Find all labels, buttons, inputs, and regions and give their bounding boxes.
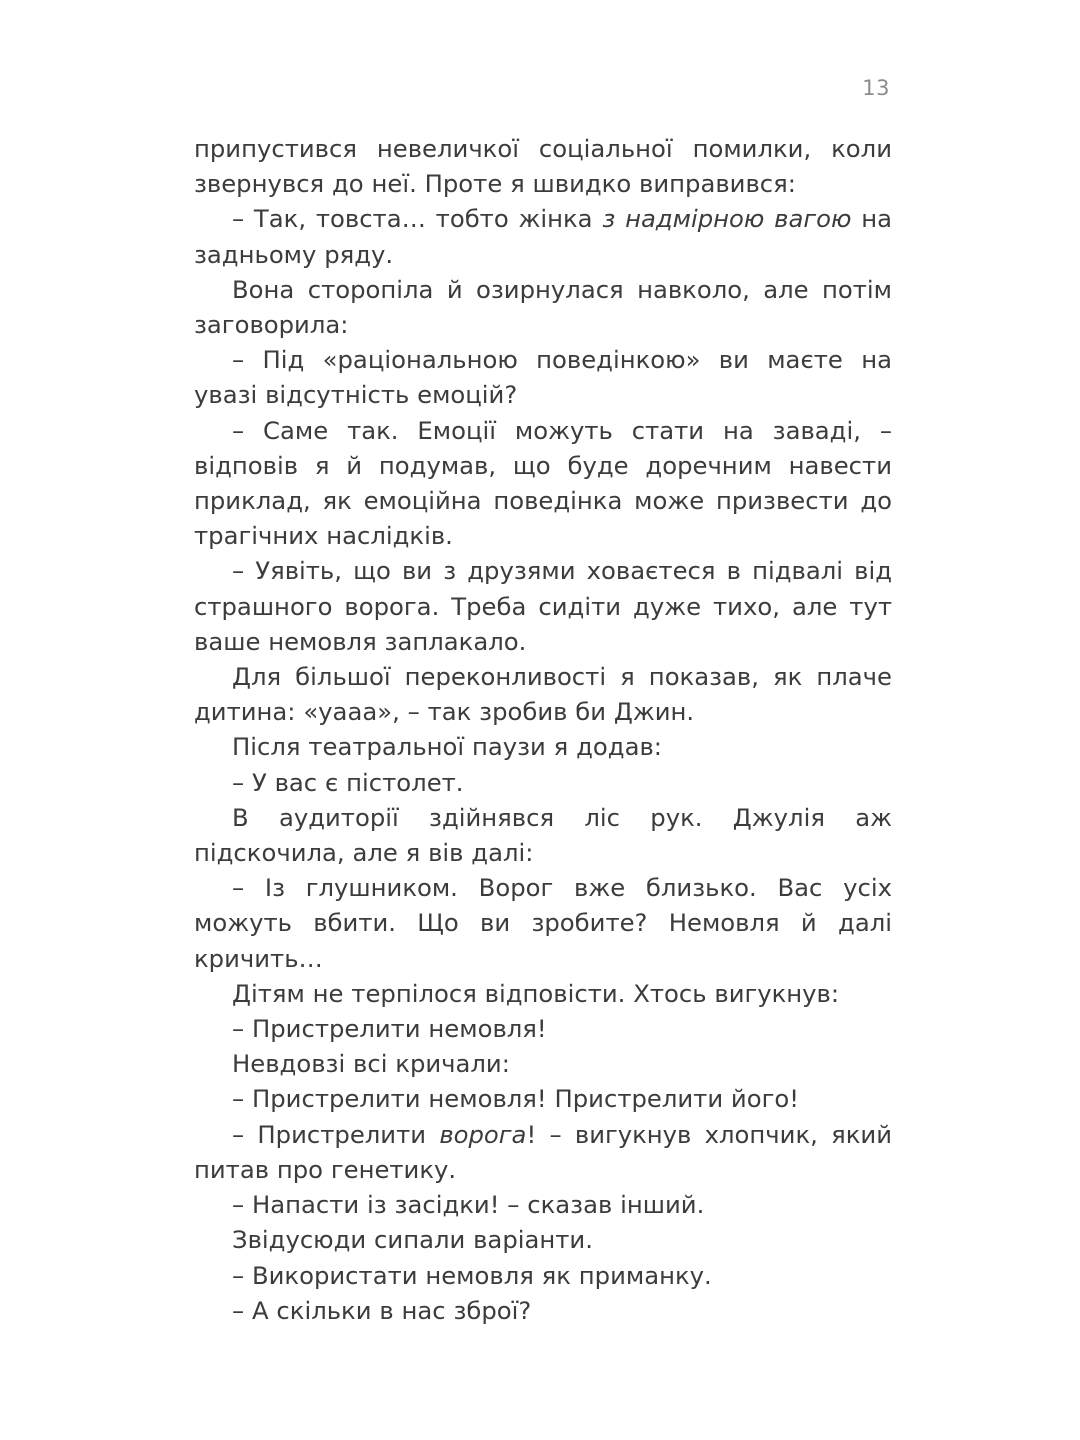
page-number: 13 [862,76,890,100]
paragraph [194,729,892,764]
text-run: – Пристрелити [232,1119,440,1149]
text-run: – Пристрелити немовля! [232,1014,547,1044]
text-run: Після театральної паузи я додав: [232,732,662,762]
text-run: – У вас є пістолет. [232,767,464,797]
paragraph [194,553,892,659]
text-run: – Використати немовля як приманку. [232,1260,712,1290]
text-run: – Уявіть, що ви з друзями ховаєтеся в підвалі від страшного ворога. Треба сидіти дуже тихо, але тут ваше немовля заплакало. [194,556,892,656]
paragraph [194,413,892,554]
paragraph [194,1222,892,1257]
paragraph [194,1117,892,1187]
text-run: припустився невеличкої соціальної помилки, коли звернувся до неї. Проте я швидко виправився: [194,134,892,199]
text-run: Звідусюди сипали варіанти. [232,1225,593,1255]
text-run: – Саме так. Емоції можуть стати на заваді, – відповів я й подумав, що буде доречним навести приклад, як емоційна поведінка може призвести до трагічних наслідків. [194,415,892,551]
emphasis-text: ворога [439,1119,527,1149]
text-run: – Під «раціональною поведінкою» ви маєте на увазі відсутність емоцій? [194,345,892,410]
paragraph [194,342,892,412]
paragraph [194,272,892,342]
emphasis-text: з надмірною вагою [602,204,852,234]
paragraph [194,1258,892,1293]
paragraph [194,870,892,976]
paragraph [194,765,892,800]
text-run: на задньому ряду. [194,204,892,269]
text-run: Дітям не терпілося відповісти. Хтось вигукнув: [232,978,840,1008]
text-run: Невдовзі всі кричали: [232,1049,510,1079]
text-run: – Пристрелити немовля! Пристрелити його! [232,1084,799,1114]
paragraph [194,1081,892,1116]
paragraph [194,1293,892,1328]
text-run: – Так, товста… тобто жінка [232,204,603,234]
paragraph [194,976,892,1011]
paragraph [194,1046,892,1081]
body-text-block [194,131,892,1328]
text-run: В аудиторії здійнявся ліс рук. Джулія аж підскочила, але я вів далі: [194,802,892,868]
text-run: Для більшої переконливості я показав, як плаче дитина: «уааа», – так зробив би Джин. [194,662,892,727]
text-run: – А скільки в нас зброї? [232,1295,532,1325]
paragraph [194,1187,892,1222]
paragraph [194,800,892,870]
text-run: – Із глушником. Ворог вже близько. Вас усіх можуть вбити. Що ви зробите? Немовля й далі кричить… [194,873,892,973]
paragraph [194,201,892,271]
paragraph [194,1011,892,1046]
paragraph [194,659,892,729]
text-run: Вона сторопіла й озирнулася навколо, але потім заговорила: [194,274,892,340]
text-run: – Напасти із засідки! – сказав інший. [232,1190,705,1220]
text-run: ! – вигукнув хлопчик, який питав про генетику. [194,1119,892,1184]
paragraph [194,131,892,201]
